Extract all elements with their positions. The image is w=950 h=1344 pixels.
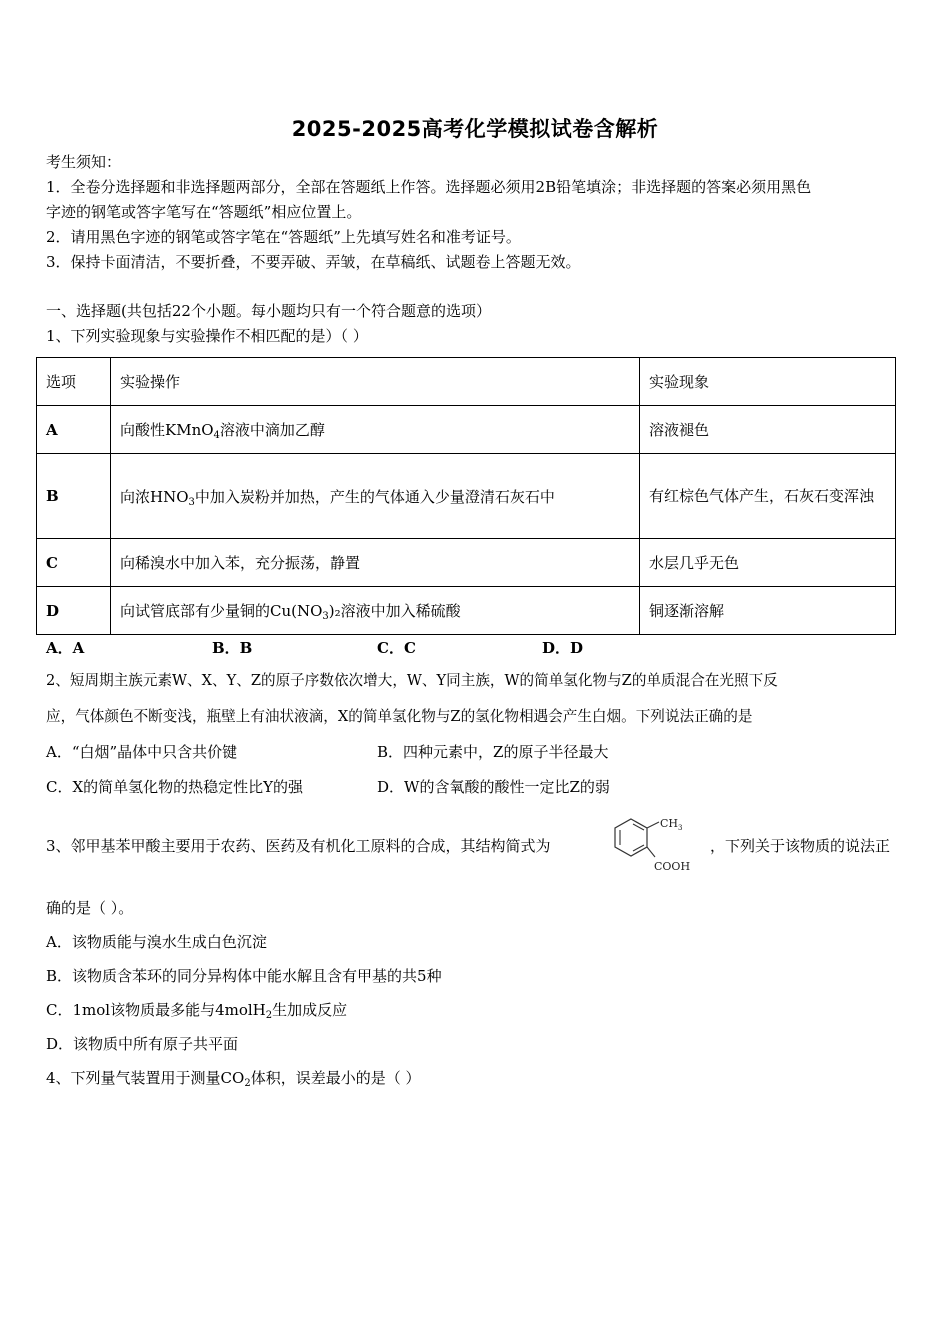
q1-stem: 1、下列实验现象与实验操作不相匹配的是）（ ） bbox=[46, 327, 368, 345]
notice-item-1-cont: 字迹的钢笔或答字笔写在“答题纸”相应位置上。 bbox=[46, 203, 362, 221]
q2-stem-line1: 2、短周期主族元素W、X、Y、Z的原子序数依次增大，W、Y同主族，W的简单氢化物与Z的单质混合在光照下反 bbox=[46, 672, 778, 689]
o-toluic-acid-structure bbox=[609, 815, 704, 877]
q1-choice-a[interactable]: A．A bbox=[46, 639, 85, 657]
row-option: B bbox=[37, 454, 111, 539]
header-operation: 实验操作 bbox=[111, 358, 640, 406]
q1-choice-c[interactable]: C．C bbox=[377, 639, 416, 657]
table-header-row bbox=[37, 358, 896, 406]
notice-item-2: 2．请用黑色字迹的钢笔或答字笔在“答题纸”上先填写姓名和准考证号。 bbox=[46, 228, 521, 246]
row-operation: 向浓$HNO_3$中加入炭粉并加热，产生的气体通入少量澄清石灰石中 bbox=[111, 454, 640, 539]
table-row bbox=[37, 587, 896, 635]
row-option: A bbox=[37, 406, 111, 454]
page-title: 2025-2025高考化学模拟试卷含解析 bbox=[291, 117, 659, 141]
q2-choice-c[interactable]: C．X的简单氢化物的热稳定性比Y的强 bbox=[46, 778, 304, 796]
row-result: 水层几乎无色 bbox=[640, 539, 896, 587]
q2-stem-line2: 应，气体颜色不断变浅，瓶壁上有油状液滴，X的简单氢化物与Z的氢化物相遇会产生白烟。下列说法正确的是 bbox=[46, 708, 753, 725]
q3-stem-pre: 3、邻甲基苯甲酸主要用于农药、医药及有机化工原料的合成，其结构简式为 bbox=[46, 837, 551, 855]
q1-choice-b[interactable]: B．B bbox=[212, 639, 253, 657]
row-option: C bbox=[37, 539, 111, 587]
q3-choice-c[interactable]: C．1mol该物质最多能与4molH$_2$生加成反应 bbox=[46, 1001, 348, 1021]
notice-item-3: 3．保持卡面清洁，不要折叠，不要弄破、弄皱，在草稿纸、试题卷上答题无效。 bbox=[46, 253, 581, 271]
q2-choice-b[interactable]: B．四种元素中，Z的原子半径最大 bbox=[377, 743, 609, 761]
table-row bbox=[37, 406, 896, 454]
row-operation: 向稀溴水中加入苯，充分振荡，静置 bbox=[111, 539, 640, 587]
q2-choice-d[interactable]: D．W的含氧酸的酸性一定比Z的弱 bbox=[377, 778, 610, 796]
q3-choice-b[interactable]: B．该物质含苯环的同分异构体中能水解且含有甲基的共5种 bbox=[46, 967, 442, 985]
svg-text:CH3: $CH_3$ bbox=[660, 817, 683, 832]
q2-choice-a[interactable]: A．“白烟”晶体中只含共价键 bbox=[46, 743, 238, 761]
q1-choice-d[interactable]: D．D bbox=[542, 639, 584, 657]
row-result: 溶液褪色 bbox=[640, 406, 896, 454]
notice-item-1: 1．全卷分选择题和非选择题两部分，全部在答题纸上作答。选择题必须用2B铅笔填涂；非选择题的答案必须用黑色 bbox=[46, 178, 812, 196]
svg-text:COOH: COOH bbox=[654, 860, 691, 873]
header-option: 选项 bbox=[37, 358, 111, 406]
row-option: D bbox=[37, 587, 111, 635]
q3-choice-d[interactable]: D．该物质中所有原子共平面 bbox=[46, 1035, 239, 1053]
row-result: 铜逐渐溶解 bbox=[640, 587, 896, 635]
header-result: 实验现象 bbox=[640, 358, 896, 406]
table-row bbox=[37, 454, 896, 539]
notice-heading: 考生须知： bbox=[46, 153, 122, 171]
q3-stem-line2: 确的是（ ）。 bbox=[46, 899, 134, 917]
q4-stem: 4、下列量气装置用于测量$CO_2$体积，误差最小的是（ ） bbox=[46, 1069, 421, 1089]
section-heading: 一、选择题(共包括22个小题。每小题均只有一个符合题意的选项） bbox=[46, 302, 491, 320]
row-operation: 向试管底部有少量铜的$Cu(NO_3)_2$溶液中加入稀硫酸 bbox=[111, 587, 640, 635]
q3-choice-a[interactable]: A．该物质能与溴水生成白色沉淀 bbox=[46, 933, 267, 951]
q1-table bbox=[36, 357, 896, 635]
q3-stem-post: ，下列关于该物质的说法正 bbox=[710, 837, 891, 855]
row-result: 有红棕色气体产生，石灰石变浑浊 bbox=[640, 454, 896, 539]
row-operation: 向酸性KMnO$_4$溶液中滴加乙醇 bbox=[111, 406, 640, 454]
table-row bbox=[37, 539, 896, 587]
